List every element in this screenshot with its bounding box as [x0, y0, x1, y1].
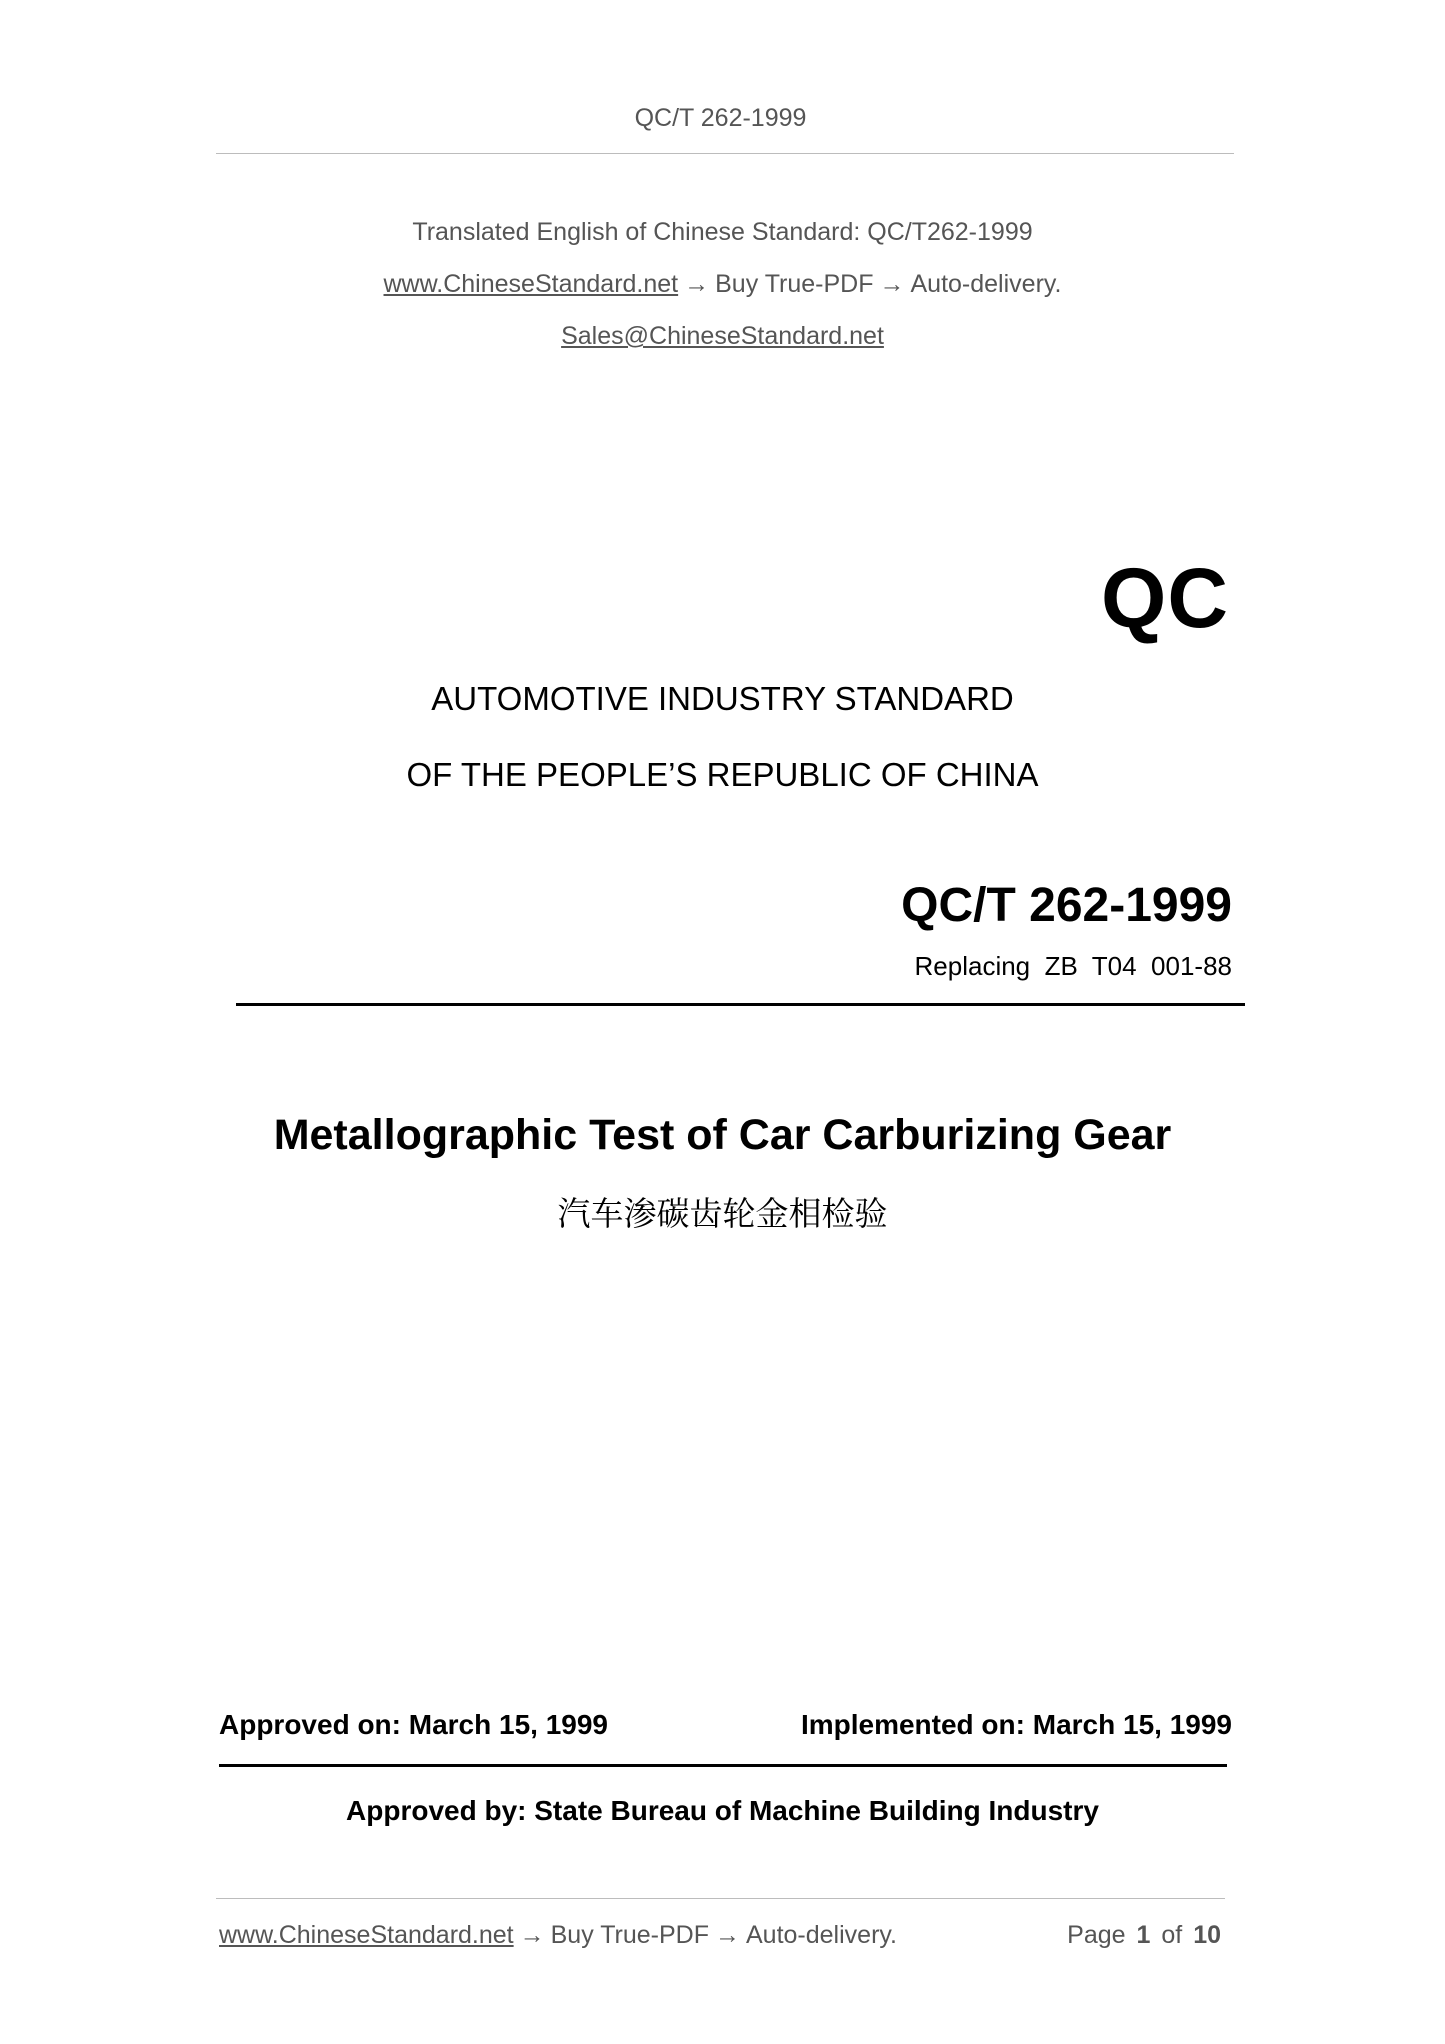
translated-text: Translated English of Chinese Standard: QC/T262-1999 [412, 218, 1033, 246]
page-indicator [1067, 1921, 1221, 1950]
footer-site-link[interactable]: www.ChineseStandard.net [219, 1921, 514, 1949]
qc-logo: QC [1101, 551, 1229, 645]
chinese-title-text: 汽车渗碳齿轮金相检验 [557, 1194, 888, 1233]
standard-line-1 [0, 680, 1445, 718]
buy-line [0, 270, 1445, 299]
standard-line-2-text: OF THE PEOPLE’S REPUBLIC OF CHINA [406, 756, 1039, 793]
standard-line-2 [0, 756, 1445, 794]
footer-delivery-text: Auto-delivery. [746, 1921, 897, 1949]
arrow-right-icon: → [684, 270, 710, 298]
approved-by-text: Approved by: State Bureau of Machine Building Industry [346, 1795, 1099, 1826]
of-label: of [1161, 1921, 1183, 1949]
arrow-right-icon: → [879, 270, 905, 298]
footer-buy-text: Buy True-PDF [550, 1921, 709, 1949]
arrow-right-icon: → [519, 1921, 545, 1949]
buy-text: Buy True-PDF [715, 270, 874, 298]
footer-divider [216, 1898, 1225, 1899]
arrow-right-icon: → [715, 1921, 740, 1949]
footer-buy-line [219, 1921, 897, 1950]
approved-date: Approved on: March 15, 1999 [219, 1709, 609, 1740]
delivery-text: Auto-delivery. [910, 270, 1062, 298]
chinese-title [0, 1188, 1445, 1235]
page-number: 1 [1136, 1921, 1151, 1949]
standard-code: QC/T 262-1999 [901, 879, 1232, 932]
total-pages: 10 [1193, 1921, 1221, 1949]
replacing-line: Replacing ZB T04 001-88 [914, 951, 1232, 981]
email-line [0, 322, 1445, 351]
dates-divider [219, 1764, 1227, 1767]
running-header [0, 104, 1445, 133]
page-label: Page [1067, 1921, 1126, 1949]
document-title [0, 1111, 1445, 1160]
implemented-date: Implemented on: March 15, 1999 [800, 1709, 1232, 1740]
document-title-text: Metallographic Test of Car Carburizing Gear [273, 1111, 1172, 1159]
translated-line [0, 218, 1445, 247]
code-divider [236, 1003, 1245, 1006]
email-link[interactable]: Sales@ChineseStandard.net [561, 322, 884, 350]
approved-by [0, 1795, 1445, 1827]
header-divider [216, 153, 1234, 154]
site-link[interactable]: www.ChineseStandard.net [383, 270, 679, 298]
standard-line-1-text: AUTOMOTIVE INDUSTRY STANDARD [431, 680, 1014, 717]
running-title: QC/T 262-1999 [634, 104, 807, 132]
